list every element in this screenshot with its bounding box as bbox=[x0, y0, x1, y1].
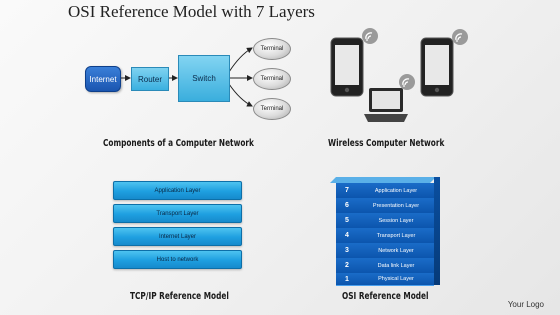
arrow-switch-terminal-1 bbox=[229, 48, 252, 72]
tcpip-layer: Host to network bbox=[113, 250, 242, 269]
osi-layer-row bbox=[336, 228, 434, 244]
tcpip-layer: Transport Layer bbox=[113, 204, 242, 223]
osi-layer-row bbox=[336, 213, 434, 229]
osi-layer-label: Session Layer bbox=[378, 217, 414, 224]
switch-box: Switch bbox=[178, 55, 230, 102]
osi-layer-row bbox=[336, 243, 434, 259]
osi-layer-number: 4 bbox=[345, 232, 349, 239]
arrow-switch-terminal-3 bbox=[229, 84, 252, 106]
osi-layer-row bbox=[336, 273, 434, 286]
osi-layer-number: 7 bbox=[345, 187, 349, 194]
wifi-icon-1 bbox=[362, 28, 378, 44]
laptop-icon bbox=[364, 88, 408, 122]
logo-placeholder: Your Logo bbox=[507, 300, 544, 309]
smartphone-icon-left bbox=[331, 38, 363, 96]
internet-box: Internet bbox=[85, 66, 121, 92]
router-box: Router bbox=[131, 67, 169, 91]
osi-layer-number: 1 bbox=[345, 275, 349, 283]
osi-layer-label: Presentation Layer bbox=[372, 202, 420, 209]
page-title: OSI Reference Model with 7 Layers bbox=[68, 2, 315, 21]
osi-layer-label: Physical Layer bbox=[378, 276, 414, 282]
osi-layer-number: 6 bbox=[345, 202, 349, 209]
osi-layer-row bbox=[336, 183, 434, 199]
wifi-icon-2 bbox=[452, 29, 468, 45]
osi-layer-number: 2 bbox=[345, 262, 349, 269]
tcpip-layer: Application Layer bbox=[113, 181, 242, 200]
wireless-caption: Wireless Computer Network bbox=[328, 138, 445, 149]
osi-caption: OSI Reference Model bbox=[342, 291, 429, 302]
wifi-icon-3 bbox=[399, 74, 415, 90]
smartphone-icon-right bbox=[421, 38, 453, 96]
osi-stack-side bbox=[434, 177, 440, 285]
osi-layer-row bbox=[336, 198, 434, 214]
osi-layer-row bbox=[336, 258, 434, 274]
terminal-node: Terminal bbox=[253, 68, 291, 90]
osi-layer-number: 3 bbox=[345, 247, 349, 254]
osi-layer-label: Network Layer bbox=[378, 247, 414, 254]
osi-layer-label: Transport Layer bbox=[376, 232, 416, 239]
network-caption: Components of a Computer Network bbox=[103, 138, 254, 149]
terminal-node: Terminal bbox=[253, 98, 291, 120]
tcpip-layer: Internet Layer bbox=[113, 227, 242, 246]
osi-layer-label: Application Layer bbox=[374, 187, 418, 194]
osi-layer-label: Data link Layer bbox=[377, 262, 415, 269]
osi-layer-number: 5 bbox=[345, 217, 349, 224]
tcpip-caption: TCP/IP Reference Model bbox=[130, 291, 229, 302]
terminal-node: Terminal bbox=[253, 38, 291, 60]
